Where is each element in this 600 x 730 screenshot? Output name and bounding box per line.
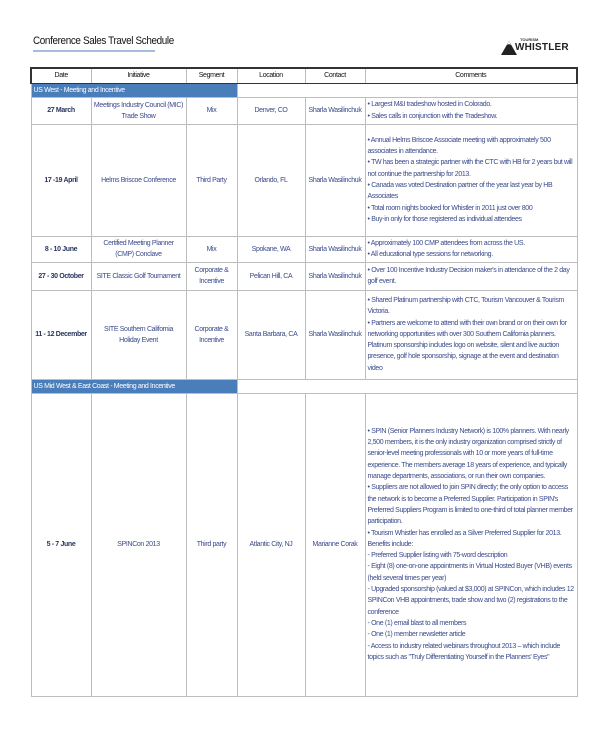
segment-cell: Third party xyxy=(186,393,237,696)
contact-cell: Sharla Wasilinchuk xyxy=(305,124,365,236)
comment-line: - One (1) member newsletter article xyxy=(367,631,466,639)
date-cell: 5 - 7 June xyxy=(31,393,91,696)
date-cell: 27 March xyxy=(31,97,91,124)
section-label: US West - Meeting and Incentive xyxy=(31,83,237,97)
date-cell: 8 - 10 June xyxy=(31,236,91,262)
table-row xyxy=(31,124,577,236)
comment-line: • Over 100 Incentive Industry Decision maker's in attendance of the 2 day golf event. xyxy=(367,266,570,285)
table-row xyxy=(31,236,577,262)
contact-cell: Sharla Wasilinchuk xyxy=(305,236,365,262)
initiative-cell: Certified Meeting Planner (CMP) Conclave xyxy=(91,236,186,262)
contact-cell: Sharla Wasilinchuk xyxy=(305,290,365,379)
comment-line: • Buy-in only for those registered as individual attendees xyxy=(367,215,522,223)
comments-cell xyxy=(365,393,577,696)
whistler-logo xyxy=(501,37,571,57)
comments-cell xyxy=(365,262,577,290)
comment-line: • TW has been a strategic partner with the CTC with HB for 2 years but will not continue the partnership for 2013. xyxy=(367,159,573,178)
header-contact: Contact xyxy=(305,68,365,83)
table-row xyxy=(31,290,577,379)
comment-line: • Approximately 100 CMP attendees from across the US. xyxy=(367,239,525,247)
page-title: Conference Sales Travel Schedule xyxy=(33,35,174,47)
comment-line: - Preferred Supplier listing with 75-word description xyxy=(367,552,508,560)
location-cell: Pelican Hill, CA xyxy=(237,262,305,290)
comment-line: • Partners are welcome to attend with their own brand or on their own for networking opportunities with over 300 Southern California planners. Platinum sponsorship includes logo on website, silent and live auction presence, golf hole sponsorship, signage at the event and destination video xyxy=(367,319,567,372)
section-blank xyxy=(237,379,577,393)
comment-line: • Largest M&I tradeshow hosted in Colorado. xyxy=(367,101,492,109)
comment-line: - Eight (8) one-on-one appointments in Virtual Hosted Buyer (VHB) events (held several times per year) xyxy=(367,563,572,582)
comment-line: • Total room nights booked for Whistler in 2011 just over 800 xyxy=(367,204,533,212)
date-cell: 17 -19 April xyxy=(31,124,91,236)
title-underline xyxy=(33,50,155,52)
segment-cell: Third Party xyxy=(186,124,237,236)
logo-small-text: TOURISM xyxy=(520,37,539,42)
comment-line: • All educational type sessions for networking. xyxy=(367,251,493,258)
comment-line: - Access to industry related webinars throughout 2013 – which include topics such as "Truly Differentiating Yourself in the Planners' Eyes" xyxy=(367,642,561,661)
date-cell: 27 - 30 October xyxy=(31,262,91,290)
segment-cell: Mix xyxy=(186,236,237,262)
segment-cell: Corporate & Incentive xyxy=(186,290,237,379)
comment-line: • Shared Platinum partnership with CTC, Tourism Vancouver & Tourism Victoria. xyxy=(367,296,564,316)
initiative-cell: SITE Southern California Holiday Event xyxy=(91,290,186,379)
contact-cell: Sharla Wasilinchuk xyxy=(305,97,365,124)
header-comments: Comments xyxy=(365,68,577,83)
table-row xyxy=(31,393,577,696)
location-cell: Santa Barbara, CA xyxy=(237,290,305,379)
location-cell: Denver, CO xyxy=(237,97,305,124)
comment-line: • SPIN (Senior Planners Industry Network) is 100% planners. With nearly 2,500 members, it is the only industry organization comprised strictly of senior-level meeting professionals with 10 or more years of full-time experience. The members average 18 years of experience, and typically manage departments, associations, or run their own companies. xyxy=(367,427,569,481)
comments-cell xyxy=(365,236,577,262)
contact-cell: Marianne Corak xyxy=(305,393,365,696)
section-blank xyxy=(237,83,577,97)
header-segment: Segment xyxy=(186,68,237,83)
comment-line: - One (1) email blast to all members xyxy=(367,619,467,627)
table-row xyxy=(31,262,577,290)
section-label: US Mid West & East Coast - Meeting and Incentive xyxy=(31,379,237,393)
header-initiative: Initiative xyxy=(91,68,186,83)
comments-cell xyxy=(365,290,577,379)
table-row xyxy=(31,97,577,124)
comments-cell xyxy=(365,124,577,236)
comment-line: • Canada was voted Destination partner of the year last year by HB Associates xyxy=(367,182,553,201)
location-cell: Atlantic City, NJ xyxy=(237,393,305,696)
location-cell: Spokane, WA xyxy=(237,236,305,262)
logo-text: WHISTLER xyxy=(515,42,569,53)
header-date: Date xyxy=(31,68,91,83)
initiative-cell: SPINCon 2013 xyxy=(91,393,186,696)
initiative-cell: SITE Classic Golf Tournament xyxy=(91,262,186,290)
contact-cell: Sharla Wasilinchuk xyxy=(305,262,365,290)
location-cell: Orlando, FL xyxy=(237,124,305,236)
segment-cell: Corporate & Incentive xyxy=(186,262,237,290)
table-header xyxy=(31,68,577,83)
comment-line: - Upgraded sponsorship (valued at $3,000) at SPINCon, which includes 12 SPINCon VHB appointments, trade show and two (2) registrations to the conference xyxy=(367,586,574,616)
initiative-cell: Meetings Industry Council (MIC) Trade Show xyxy=(91,97,186,124)
header-location: Location xyxy=(237,68,305,83)
comment-line: • Sales calls in conjunction with the Tradeshow. xyxy=(367,112,498,120)
comment-line: • Annual Helms Briscoe Associate meeting with approximately 500 associates in attendance. xyxy=(367,136,551,156)
comment-line: • Tourism Whistler has enrolled as a Silver Preferred Supplier for 2013. Benefits include: xyxy=(367,529,562,548)
schedule-table xyxy=(30,67,578,697)
comments-cell xyxy=(365,97,577,124)
comment-line: • Suppliers are not allowed to join SPIN directly; the only option to access the network is to become a Preferred Supplier. Participation in SPIN's Preferred Suppliers Program is limited to one-third of total planner member participation. xyxy=(367,484,573,526)
section-row xyxy=(31,83,577,97)
segment-cell: Mix xyxy=(186,97,237,124)
section-row xyxy=(31,379,577,393)
date-cell: 11 - 12 December xyxy=(31,290,91,379)
initiative-cell: Helms Briscoe Conference xyxy=(91,124,186,236)
